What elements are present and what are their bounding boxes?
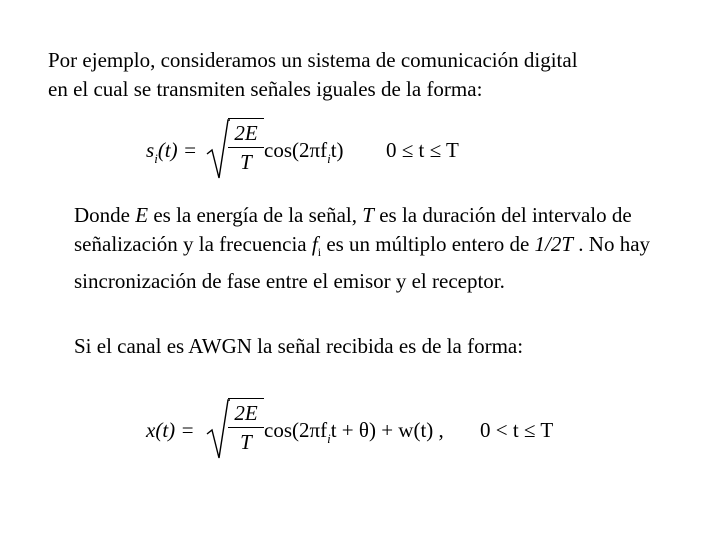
intro-line-1: Por ejemplo, consideramos un sistema de comunicación digital [48,48,578,72]
eq1-lhs: $s_i(t)$ = [146,138,198,166]
ratio-symbol: 1/2T [534,232,574,256]
signal-equation [146,118,476,182]
eq2-numerator: 2E [228,399,264,428]
eq1-numerator: 2E [228,119,264,148]
eq1-denominator: T [240,150,252,174]
eq2-condition: 0 < t ≤ T [480,418,554,442]
energy-symbol: E [135,203,149,227]
def-text-3: es la duración del intervalo de señalización y la frecuencia [74,203,632,256]
intro-line-2: en el cual se transmiten señales iguales de la forma: [48,77,483,101]
frequency-symbol: f [311,232,318,256]
eq2-lhs: x(t) = [146,418,195,442]
definitions-paragraph [74,201,674,296]
received-signal-equation [146,398,566,462]
eq2-denominator: T [240,430,252,454]
def-text-1: Donde [74,203,136,227]
eq2-fraction [228,398,264,456]
frequency-subscript: i [317,245,322,260]
def-text-4: es un múltiplo entero de [321,232,535,256]
channel-paragraph: Si el canal es AWGN la señal recibida es de la forma: [74,334,524,358]
eq2-sqrt-sign [206,398,230,460]
intro-paragraph [48,46,688,104]
eq2-cos: $\cos(2\pi f_it + \theta) + w(t)$ , [264,418,444,446]
eq1-sqrt-sign [206,118,230,180]
def-text-2: es la energía de la señal, [148,203,363,227]
eq1-condition: 0 ≤ t ≤ T [386,138,459,162]
duration-symbol: T [362,203,374,227]
eq1-fraction [228,118,264,176]
def-text-5: . No hay sincronización de fase entre el emisor y el receptor. [74,232,651,294]
eq1-cos: $\cos(2\pi f_it)$ [264,138,344,166]
